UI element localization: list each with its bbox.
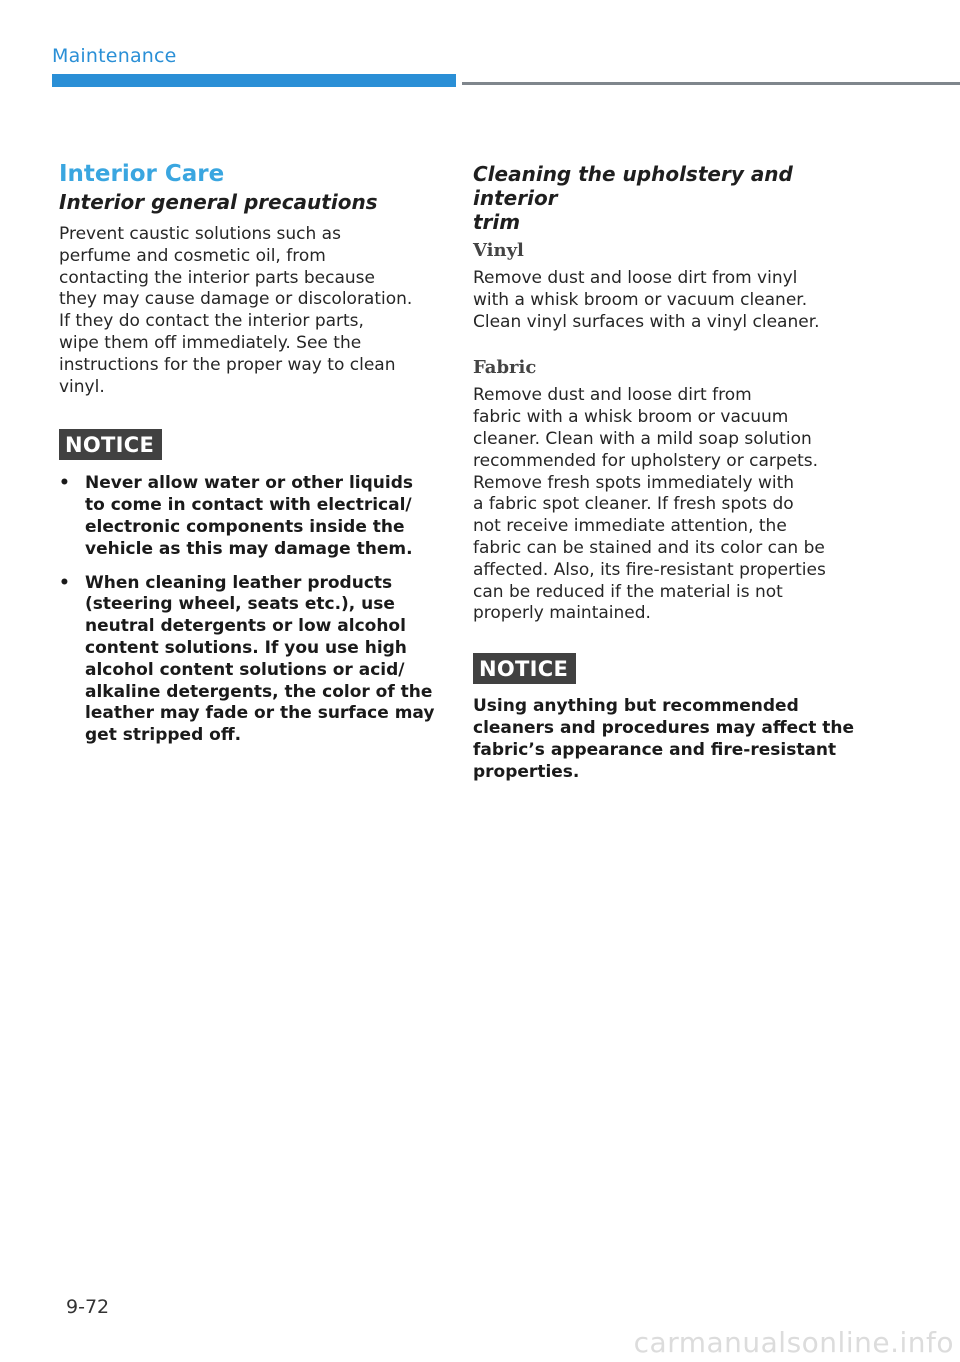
title-line: trim [473,210,521,234]
subsection-title [473,162,855,234]
bullet-icon: • [59,473,70,494]
notice-box [59,429,439,460]
bullet-icon: • [59,572,70,593]
text-line: (steering wheel, seats etc.), use [85,594,395,615]
title-line: Cleaning the upholstery and interior [473,162,793,210]
text-line: wipe them off immediately. See the [59,332,362,353]
text-line: a fabric spot cleaner. If fresh spots do [473,494,794,515]
text-line: vinyl. [59,376,105,397]
text-line: can be reduced if the material is not [473,581,783,602]
right-column [473,162,855,783]
text-line: Remove dust and loose dirt from vinyl [473,268,798,288]
notice-text [473,696,855,783]
text-line: they may cause damage or discoloration. [59,289,413,310]
text-line: Prevent caustic solutions such as [59,224,341,244]
header-rule [462,82,960,85]
text-line: properly maintained. [473,603,651,624]
text-line: leather may fade or the surface may [85,703,435,724]
header-accent-bar [52,74,456,87]
fabric-heading: Fabric [473,357,537,379]
notice-box [473,653,855,684]
text-line: contacting the interior parts because [59,267,375,288]
text-line: instructions for the proper way to clean [59,354,396,375]
watermark: carmanualsonline.info [633,1326,954,1359]
text-line: perfume and cosmetic oil, from [59,245,326,266]
text-line: content solutions. If you use high [85,637,407,658]
text-line: affected. Also, its fire-resistant properties [473,559,826,580]
vinyl-heading: Vinyl [473,240,524,261]
text-line: alcohol content solutions or acid/ [85,659,405,680]
text-line: Clean vinyl surfaces with a vinyl cleaner. [473,311,820,332]
text-line: fabric’s appearance and fire-resistant [473,739,837,760]
text-line: fabric can be stained and its color can be [473,537,825,558]
text-line: When cleaning leather products [85,572,393,593]
notice-item [59,473,439,560]
text-line: fabric with a whisk broom or vacuum [473,407,789,428]
text-line: with a whisk broom or vacuum cleaner. [473,289,808,310]
text-line: electronic components inside the [85,516,405,537]
notice-badge: NOTICE [59,429,162,460]
subsection-title: Interior general precautions [59,190,378,214]
notice-item [59,573,439,747]
text-line: neutral detergents or low alcohol [85,616,406,637]
text-line: alkaline detergents, the color of the [85,681,433,702]
page-number: 9-72 [66,1296,110,1318]
text-line: If they do contact the interior parts, [59,311,364,332]
vinyl-paragraph [473,268,855,333]
text-line: Remove dust and loose dirt from [473,385,752,406]
precautions-paragraph [59,224,439,398]
text-line: cleaners and procedures may affect the [473,717,854,738]
text-line: recommended for upholstery or carpets. [473,450,819,471]
text-line: to come in contact with electrical/ [85,495,412,516]
text-line: Never allow water or other liquids [85,473,413,494]
text-line: Remove fresh spots immediately with [473,472,795,493]
left-column [59,160,439,759]
text-line: Using anything but recommended [473,696,799,717]
text-line: cleaner. Clean with a mild soap solution [473,428,812,449]
notice-list [59,473,439,747]
fabric-paragraph [473,385,855,625]
text-line: get stripped off. [85,725,242,746]
notice-badge: NOTICE [473,653,576,684]
text-line: not receive immediate attention, the [473,516,787,537]
header-section-label: Maintenance [52,45,177,67]
section-title: Interior Care [59,161,225,187]
text-line: vehicle as this may damage them. [85,538,413,559]
text-line: properties. [473,761,580,782]
